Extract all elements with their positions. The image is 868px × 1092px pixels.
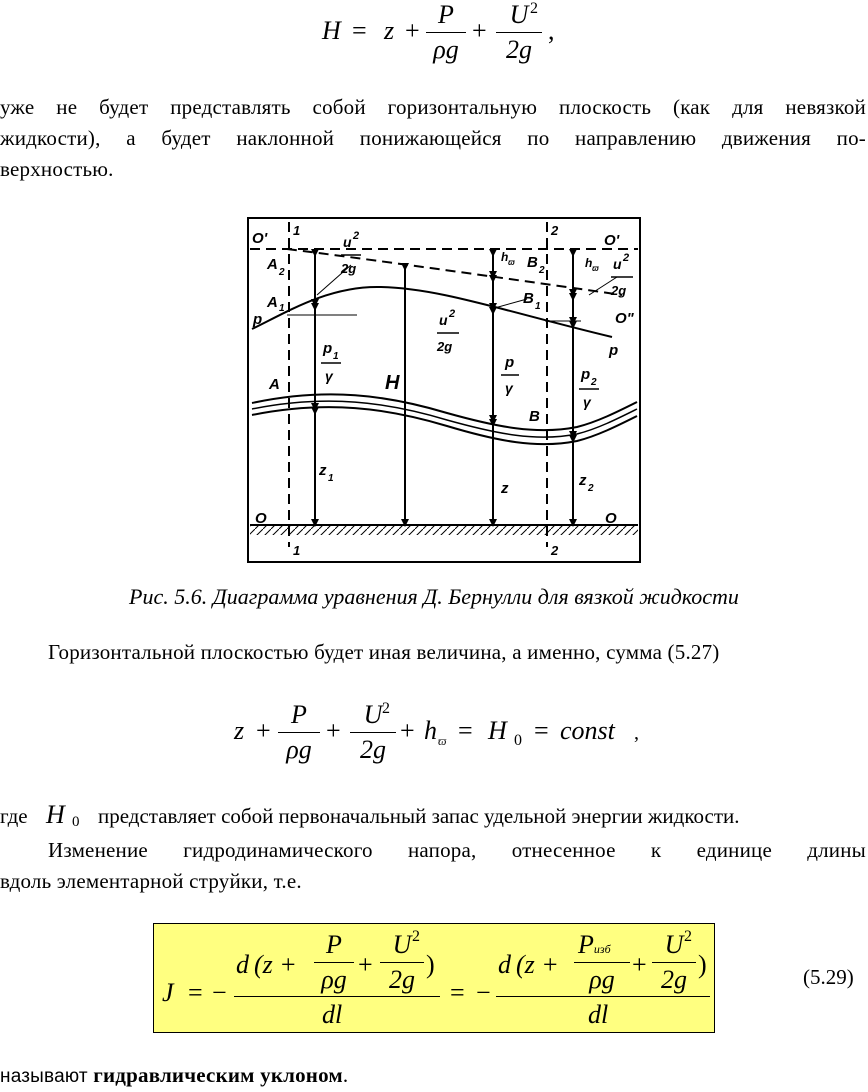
- frac-num: [574, 930, 630, 960]
- box-main-bar-2: [496, 996, 710, 997]
- frac-den: ρg: [589, 965, 615, 994]
- formula-mid-hw-sub: ϖ: [438, 734, 447, 748]
- box-n1-sup: 2: [412, 928, 420, 945]
- formula-top-plus1: +: [405, 16, 420, 45]
- label-O-prime-left: O': [252, 230, 268, 247]
- label-hw-right: h: [585, 256, 593, 270]
- paragraph-1-line2: жидкости), а будет наклонной понижающейся по направлению движения по-: [0, 126, 866, 150]
- frac-num: U: [363, 700, 383, 729]
- frac-den: ρg: [433, 35, 459, 64]
- label-A1-sub: 1: [279, 303, 285, 314]
- frac-num: P: [291, 700, 307, 729]
- label-O-prime-right: O': [604, 232, 620, 249]
- label-p1-sub: 1: [333, 351, 339, 362]
- frac-bar: [426, 32, 466, 33]
- paragraph-2: Горизонтальной плоскостью будет иная величина, а именно, сумма (5.27): [48, 640, 720, 664]
- box-eq1: =: [188, 978, 203, 1007]
- box-n2-plus: +: [632, 950, 647, 979]
- frac-num: U: [392, 930, 412, 959]
- box-n2-z: (z +: [516, 950, 559, 979]
- formula-top-eq: =: [352, 16, 367, 45]
- paragraph-5: [0, 1060, 348, 1092]
- formula-top-frac1: [426, 0, 466, 65]
- paragraph-4-line2: вдоль элементарной струйки, т.е.: [0, 869, 302, 893]
- frac-den: 2g: [506, 35, 532, 64]
- label-2g-left: 2g: [341, 261, 357, 276]
- bernoulli-figure: [247, 217, 641, 563]
- para3-sub: 0: [72, 814, 80, 830]
- label-hw-mid-sub: ϖ: [508, 258, 515, 267]
- box-n2-sup: 2: [684, 928, 692, 945]
- figure-caption: Рис. 5.6. Диаграмма уравнения Д. Бернулли для вязкой жидкости: [129, 584, 739, 609]
- para3-post: представляет собой первоначальный запас удельной энергии жидкости.: [98, 804, 740, 828]
- formula-mid-H0-sub: 0: [514, 732, 522, 749]
- label-sec1-bot: 1: [293, 543, 301, 558]
- label-sec2-bot: 2: [551, 543, 559, 558]
- label-A1: A: [267, 294, 278, 311]
- frac-bar: [574, 962, 630, 963]
- label-hw-right-sub: ϖ: [592, 264, 599, 273]
- label-u2-left-sup: 2: [353, 230, 360, 242]
- formula-mid-plus2: +: [326, 716, 341, 745]
- frac-bar: [652, 962, 696, 963]
- label-p-left: p: [253, 311, 263, 328]
- label-A2: A: [267, 256, 278, 273]
- label-O-right: O: [605, 510, 617, 527]
- label-z1: z: [319, 462, 327, 479]
- label-A2-sub: 2: [279, 267, 285, 278]
- label-2g-right: 2g: [611, 283, 627, 298]
- box-minus1: −: [212, 978, 227, 1007]
- box-n1-z: (z +: [254, 950, 297, 979]
- para3-H: H: [46, 800, 65, 829]
- label-u2-right-sup: 2: [623, 252, 630, 264]
- formula-top-sup: 2: [530, 0, 538, 17]
- formula-mid-eq2: =: [534, 716, 549, 745]
- label-p-mid: p: [505, 354, 515, 371]
- formula-mid-hw: h: [424, 716, 437, 745]
- formula-top: [0, 0, 868, 80]
- paragraph-3: [0, 800, 868, 834]
- paragraph-1-line3: верхностью.: [0, 157, 114, 181]
- box-main-bar-1: [234, 996, 440, 997]
- formula-box-content: [154, 924, 714, 1032]
- box-n2-frac-P: [574, 930, 630, 995]
- label-z2: z: [579, 472, 587, 489]
- label-sec1-top: 1: [293, 223, 301, 238]
- box-n1-frac-P: [314, 930, 354, 995]
- formula-top-plus2: +: [472, 16, 487, 45]
- label-O-dprime: O": [615, 310, 634, 327]
- formula-mid-const: const: [560, 716, 615, 745]
- frac-num: U: [509, 0, 529, 29]
- box-eq2: =: [450, 978, 465, 1007]
- formula-mid-sup: 2: [382, 700, 390, 717]
- box-n2-close: ): [698, 950, 707, 979]
- label-u2-left: u: [343, 234, 352, 250]
- equation-number: (5.29): [803, 965, 854, 989]
- para5-term: гидравлическим уклоном: [93, 1063, 343, 1087]
- paragraph-1-line1: уже не будет представлять собой горизонтальную плоскость (как для невязкой: [0, 95, 866, 119]
- formula-mid-plus1: +: [256, 716, 271, 745]
- ground-hatch: [250, 525, 638, 535]
- label-O-left: O: [255, 510, 267, 527]
- frac-bar: [350, 732, 396, 733]
- box-n1-close: ): [426, 950, 435, 979]
- formula-mid-z: z: [234, 716, 245, 745]
- para3-pre: где: [0, 804, 28, 828]
- frac-bar: [496, 32, 542, 33]
- label-u2-mid: u: [439, 312, 448, 328]
- label-gamma-1: γ: [325, 368, 333, 384]
- formula-mid-H0: H: [488, 716, 507, 745]
- formula-mid-plus3: +: [400, 716, 415, 745]
- formula-top-z: z: [384, 16, 395, 45]
- label-2g-mid: 2g: [437, 339, 453, 354]
- box-dl-2: dl: [588, 1000, 609, 1029]
- formula-mid: [0, 700, 868, 772]
- label-u2-right: u: [613, 256, 622, 272]
- box-n1-plus: +: [358, 950, 373, 979]
- box-n2-d: d: [498, 950, 511, 979]
- label-sec2-top: 2: [551, 223, 559, 238]
- frac-bar: [278, 732, 320, 733]
- frac-den: ρg: [286, 735, 312, 764]
- label-p1: p: [323, 340, 333, 357]
- label-B1-sub: 1: [535, 301, 541, 312]
- formula-mid-frac1: [278, 700, 320, 765]
- figure-frame: [248, 218, 640, 562]
- frac-den: ρg: [321, 965, 347, 994]
- frac-bar: [314, 962, 354, 963]
- label-p-right: p: [609, 342, 619, 359]
- paragraph-4-line1: Изменение гидродинамического напора, отнесенное к единице длины: [48, 838, 866, 862]
- label-p2: p: [581, 366, 591, 383]
- frac-den: 2g: [661, 965, 687, 994]
- box-n1-d: d: [236, 950, 249, 979]
- label-B1: B: [523, 290, 534, 307]
- label-z: z: [501, 480, 509, 497]
- label-z2-sub: 2: [588, 483, 594, 494]
- label-B2-sub: 2: [539, 265, 545, 276]
- formula-top-H: H: [322, 16, 341, 45]
- frac-num: P: [326, 930, 342, 959]
- box-minus2: −: [476, 978, 491, 1007]
- label-u2-mid-sup: 2: [449, 308, 456, 320]
- label-A: A: [269, 376, 280, 393]
- formula-mid-eq1: =: [458, 716, 473, 745]
- box-dl-1: dl: [322, 1000, 343, 1029]
- para5-pre: называют: [0, 1066, 88, 1087]
- label-hw-mid: h: [501, 250, 509, 264]
- P-sub: изб: [593, 942, 611, 956]
- label-gamma-2: γ: [583, 394, 591, 410]
- label-p2-sub: 2: [591, 377, 597, 388]
- frac-den: 2g: [389, 965, 415, 994]
- frac-num: U: [664, 930, 684, 959]
- label-z1-sub: 1: [328, 473, 334, 484]
- para5-post: .: [342, 1063, 349, 1087]
- P-main: P: [578, 930, 594, 959]
- formula-mid-comma: ,: [634, 722, 639, 744]
- frac-den: 2g: [360, 735, 386, 764]
- label-H: H: [385, 372, 400, 394]
- formula-box: [153, 923, 715, 1033]
- label-B: B: [529, 408, 540, 425]
- label-B2: B: [527, 254, 538, 271]
- frac-num: P: [438, 0, 454, 29]
- box-J: J: [162, 978, 174, 1007]
- label-gamma-mid: γ: [505, 380, 513, 396]
- formula-top-comma: ,: [548, 16, 555, 45]
- frac-bar: [380, 962, 424, 963]
- bernoulli-diagram-svg: [247, 217, 641, 563]
